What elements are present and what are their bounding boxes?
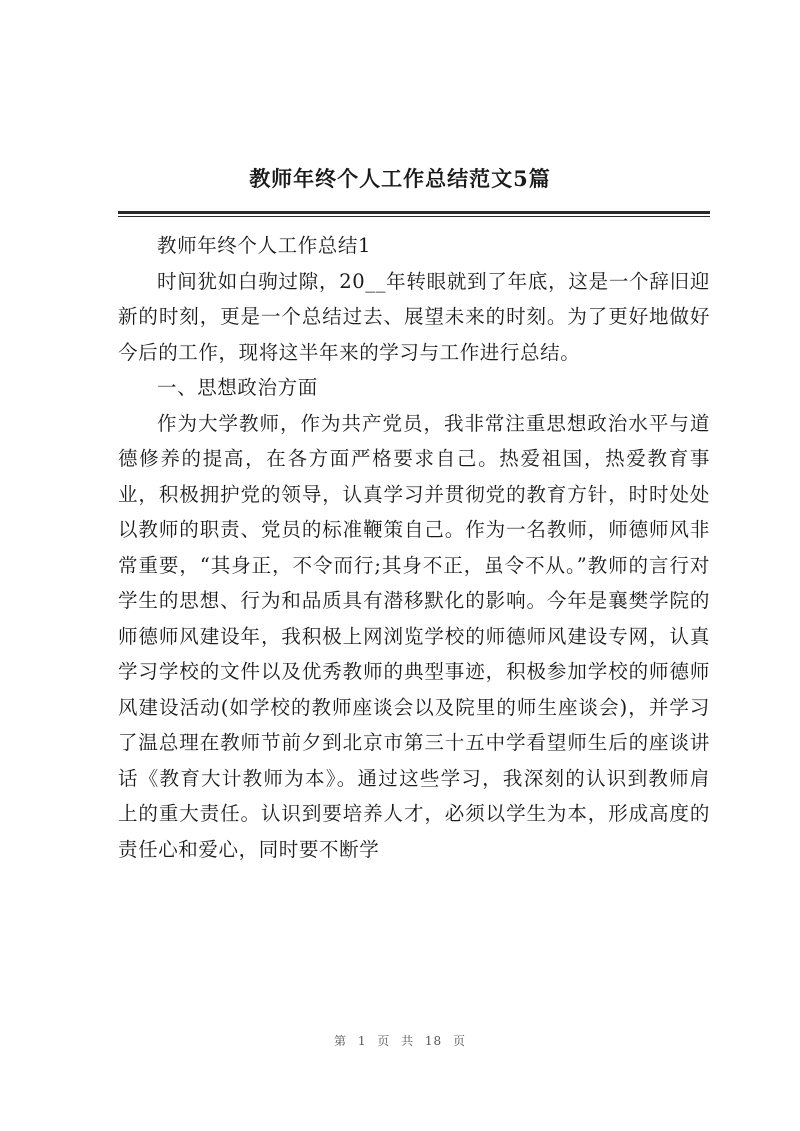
page-title: 教师年终个人工作总结范文5篇 bbox=[249, 166, 551, 191]
paragraph: 时间犹如白驹过隙，20__年转眼就到了年底，这是一个辞旧迎新的时刻，更是一个总结过去、展望未来的时刻。为了更好地做好今后的工作，现将这半年来的学习与工作进行总结。 bbox=[118, 269, 710, 364]
section-heading: 教师年终个人工作总结1 bbox=[157, 234, 372, 257]
document-body bbox=[118, 228, 710, 867]
paragraph: 作为大学教师，作为共产党员，我非常注重思想政治水平与道德修养的提高，在各方面严格要求自己。热爱祖国，热爱教育事业，积极拥护党的领导，认真学习并贯彻党的教育方针，时时处处以教师的职责、党员的标准鞭策自己。作为一名教师，师德师风非常重要，“其身正，不令而行;其身不正，虽令不从。”教师的言行对学生的思想、行为和品质具有潜移默化的影响。今年是襄樊学院的师德师风建设年，我积极上网浏览学校的师德师风建设专网，认真学习学校的文件以及优秀教师的典型事迹，积极参加学校的师德师风建设活动(如学校的教师座谈会以及院里的师生座谈会)，并学习了温总理在教师节前夕到北京市第三十五中学看望师生后的座谈讲话《教育大计教师为本》。通过这些学习，我深刻的认识到教师肩上的重大责任。认识到要培养人才，必须以学生为本，形成高度的责任心和爱心，同时要不断学 bbox=[118, 411, 710, 861]
page-footer: 第 1 页 共 18 页 bbox=[334, 1034, 466, 1048]
title-divider bbox=[118, 211, 710, 214]
subsection-heading: 一、思想政治方面 bbox=[157, 376, 318, 399]
title-divider-thin bbox=[118, 216, 710, 217]
